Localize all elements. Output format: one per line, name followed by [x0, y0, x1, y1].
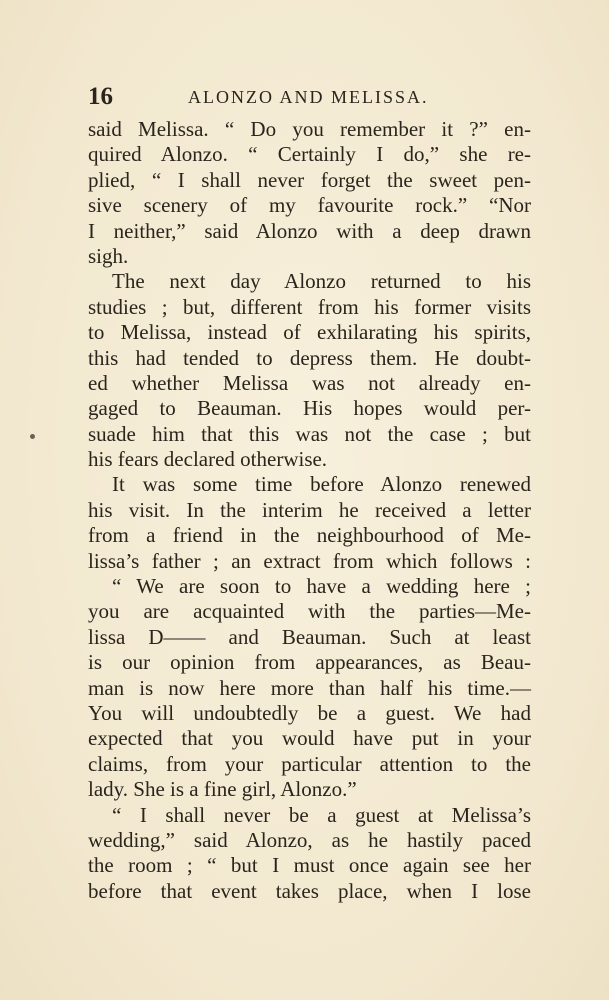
text-line: the room ; “ but I must once again see her	[88, 853, 531, 878]
text-line: plied, “ I shall never forget the sweet pen-	[88, 167, 531, 192]
text-line: quired Alonzo. “ Certainly I do,” she re-	[88, 142, 531, 167]
text-line: ed whether Melissa was not already en-	[88, 370, 531, 395]
page-header	[88, 82, 531, 112]
text-line: you are acquainted with the parties—Me-	[88, 599, 531, 624]
text-line: I neither,” said Alonzo with a deep drawn	[88, 218, 531, 243]
text-line: studies ; but, different from his former visits	[88, 294, 531, 319]
body-text	[88, 117, 531, 904]
text-line: “ I shall never be a guest at Melissa’s	[112, 802, 531, 827]
text-line: It was some time before Alonzo renewed	[112, 472, 531, 497]
text-line: You will undoubtedly be a guest. We had	[88, 700, 531, 725]
text-line: before that event takes place, when I lose	[88, 878, 531, 903]
running-title: ALONZO AND MELISSA.	[188, 87, 429, 107]
text-line: his visit. In the interim he received a letter	[88, 497, 531, 522]
text-line: man is now here more than half his time.—	[88, 675, 531, 700]
text-line: to Melissa, instead of exhilarating his spirits,	[88, 320, 531, 345]
text-line: suade him that this was not the case ; but	[88, 421, 531, 446]
page-number: 16	[88, 83, 113, 110]
margin-mark	[30, 434, 35, 439]
text-line: expected that you would have put in your	[88, 726, 531, 751]
text-line: sigh.	[88, 243, 129, 268]
text-line: “ We are soon to have a wedding here ;	[112, 574, 531, 599]
text-line: lissa D—— and Beauman. Such at least	[88, 624, 531, 649]
text-line: lissa’s father ; an extract from which follows :	[88, 548, 531, 573]
text-line: his fears declared otherwise.	[88, 447, 328, 472]
text-line: claims, from your particular attention to the	[88, 751, 531, 776]
text-line: said Melissa. “ Do you remember it ?” en-	[88, 117, 531, 141]
text-line: is our opinion from appearances, as Beau-	[88, 650, 531, 675]
text-line: from a friend in the neighbourhood of Me-	[88, 523, 531, 548]
text-line: sive scenery of my favourite rock.” “Nor	[88, 193, 531, 218]
text-line: wedding,” said Alonzo, as he hastily paced	[88, 827, 531, 852]
text-line: lady. She is a fine girl, Alonzo.”	[88, 777, 357, 802]
text-line: this had tended to depress them. He doubt-	[88, 345, 531, 370]
text-line: gaged to Beauman. His hopes would per-	[88, 396, 531, 421]
text-line: The next day Alonzo returned to his	[112, 269, 531, 294]
